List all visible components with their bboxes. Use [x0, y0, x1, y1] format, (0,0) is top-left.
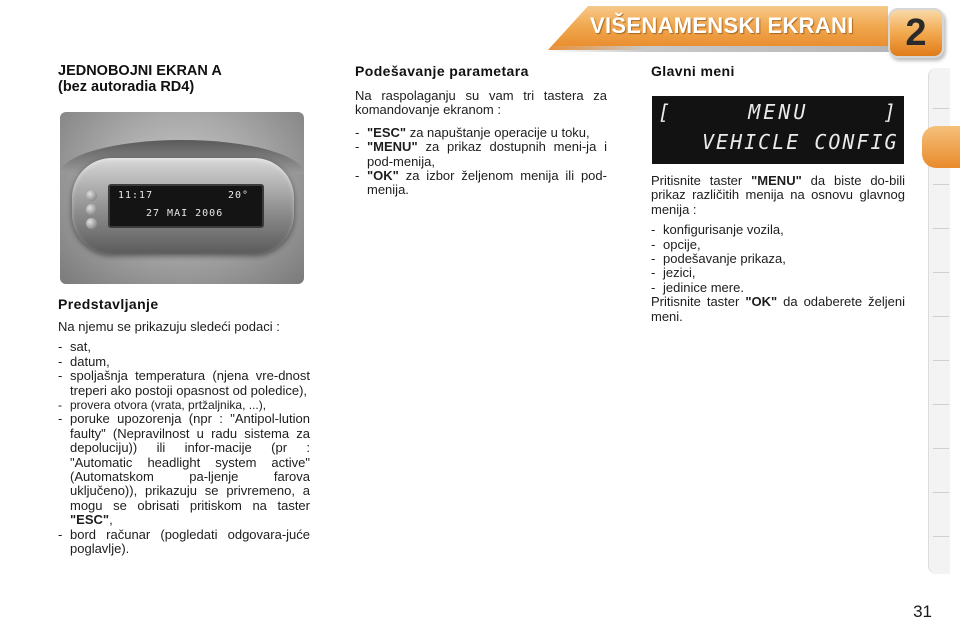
text: Pritisnite taster: [651, 294, 740, 310]
text: da odaberete željeni meni.: [651, 294, 905, 324]
list-item: - sat,: [58, 340, 310, 354]
display-button-icon: [86, 204, 97, 215]
list-item: - provera otvora (vrata, prtžaljnika, ...),: [58, 398, 310, 412]
display-button-icon: [86, 190, 97, 201]
display-date: 27 MAI 2006: [146, 208, 224, 219]
list-item: [355, 126, 607, 140]
list-item: - bord računar (pogledati odgovara-juće poglavlje).: [58, 528, 310, 557]
tab-divider: [933, 492, 949, 493]
tab-divider: [933, 184, 949, 185]
key-ok: "OK": [367, 168, 399, 184]
page-title: VIŠENAMENSKI EKRANI: [590, 13, 854, 38]
tab-divider: [933, 272, 949, 273]
display-time: 11:17: [118, 190, 154, 201]
list-item: - konfigurisanje vozila,: [651, 223, 905, 237]
menu-display-screen: [652, 96, 904, 164]
menu-list: [651, 223, 905, 295]
tab-divider: [933, 448, 949, 449]
list-item: - spoljašnja temperatura (njena vre-dnost treperi ako postoji opasnost od poledice),: [58, 369, 310, 398]
key-ok: "OK": [745, 294, 778, 310]
list-item-text: za prikaz dostupnih meni-ja i pod-menija,: [367, 139, 607, 169]
text: da biste do-bili prikaz različitih menija na osnovu glavnog menija :: [651, 173, 905, 217]
list-item: - datum,: [58, 355, 310, 369]
section-heading: Podešavanje parametara: [355, 63, 529, 79]
controls-list: [355, 126, 607, 198]
tab-divider: [933, 316, 949, 317]
lcd-menu-line: [ MENU ]: [658, 100, 899, 124]
text: Pritisnite taster: [651, 173, 743, 188]
heading-line-2: (bez autoradia RD4): [58, 79, 195, 95]
dashboard-display-photo: [60, 112, 304, 284]
page-number: 31: [913, 602, 932, 621]
heading-line-1: JEDNOBOJNI EKRAN A: [58, 63, 222, 79]
menu-instruction: [651, 174, 905, 217]
intro-text: Na raspolaganju su vam tri tastera za komandovanje ekranom :: [355, 88, 607, 118]
list-item: - jedinice mere.: [651, 281, 905, 295]
info-list: [58, 340, 310, 556]
key-menu: "MENU": [751, 173, 802, 188]
display-button-icon: [86, 218, 97, 229]
list-item: - jezici,: [651, 266, 905, 280]
ok-instruction: [651, 295, 905, 324]
column-right: [651, 63, 905, 79]
column-middle: [355, 63, 607, 198]
display-screen: [108, 184, 264, 228]
list-item: - podešavanje prikaza,: [651, 252, 905, 266]
list-item: [58, 412, 310, 527]
list-item: - opcije,: [651, 238, 905, 252]
section-heading: [58, 63, 310, 95]
tab-divider: [933, 228, 949, 229]
intro-text: Na njemu se prikazuju sledeći podaci :: [58, 319, 280, 334]
tab-divider: [933, 404, 949, 405]
key-esc: "ESC": [70, 512, 110, 528]
list-item-punct: ,: [109, 512, 113, 528]
list-item: [355, 169, 607, 198]
chapter-number: 2: [905, 12, 927, 54]
chapter-badge: [888, 8, 944, 58]
section-heading: Glavni meni: [651, 63, 735, 79]
column-left-body: [58, 296, 310, 557]
header-underline: [540, 46, 900, 52]
tab-divider: [933, 108, 949, 109]
page-header: [0, 0, 960, 58]
list-item-text: za izbor željenom menija ili pod-menija.: [367, 168, 607, 198]
tab-divider: [933, 536, 949, 537]
column-left: [58, 63, 310, 95]
list-item: [355, 140, 607, 169]
tab-divider: [933, 360, 949, 361]
list-item-text: poruke upozorenja (npr : "Antipol-lution faulty" (Nepravilnost u radu sistema za depoluciju)) ili infor-macije (pr : "Automatic headlight system active" (Automatskom pa-ljenje farova uključeno)), prikazuju se privremeno, a mogu se obrisati pritiskom na taster: [70, 411, 310, 513]
list-item-text: za napuštanje operacije u toku,: [409, 124, 590, 140]
display-temperature: 20°: [228, 190, 250, 201]
column-right-body: [651, 174, 905, 324]
key-menu: "MENU": [367, 139, 418, 155]
key-esc: "ESC": [367, 124, 407, 140]
section-subheading: Predstavljanje: [58, 296, 159, 312]
lcd-vehicle-config-line: VEHICLE CONFIG: [702, 130, 899, 154]
